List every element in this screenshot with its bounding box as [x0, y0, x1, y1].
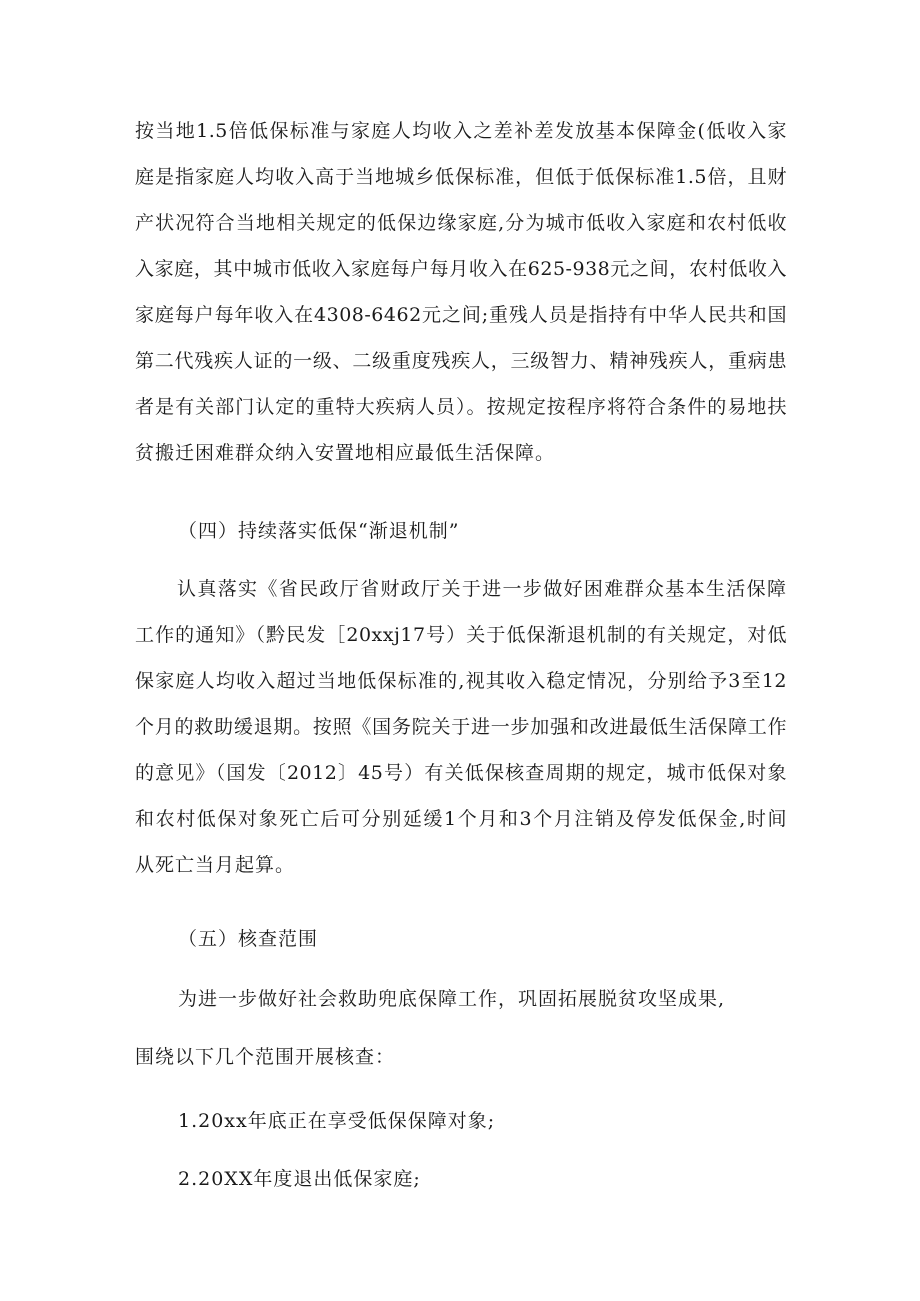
text-line: 者是有关部门认定的重特大疾病人员）。按规定按程序将符合条件的易地扶	[135, 396, 787, 418]
text-line: 的意见》（国发〔2012〕45号）有关低保核查周期的规定，城市低保对象	[135, 762, 787, 784]
section-heading-4: （四）持续落实低保“渐退机制”	[178, 520, 460, 542]
list-item: 2.20XX年度退出低保家庭;	[178, 1168, 421, 1190]
text-line: 保家庭人均收入超过当地低保标准的,视其收入稳定情况，分别给予3至12	[135, 670, 787, 692]
paragraph-income-standards	[135, 108, 787, 476]
text-line: 入家庭，其中城市低收入家庭每户每月收入在625-938元之间，农村低收入	[135, 258, 787, 280]
text-line: 和农村低保对象死亡后可分别延缓1个月和3个月注销及停发低保金,时间	[135, 808, 787, 830]
paragraph-graduated-exit	[135, 566, 787, 888]
text-line: 家庭每户每年收入在4308-6462元之间;重残人员是指持有中华人民共和国	[135, 304, 787, 326]
section-heading-5: （五）核查范围	[178, 928, 319, 950]
text-line: 庭是指家庭人均收入高于当地城乡低保标准，但低于低保标准1.5倍，且财	[135, 166, 787, 188]
text-line: 从死亡当月起算。	[135, 854, 296, 876]
text-line: 个月的救助缓退期。按照《国务院关于进一步加强和改进最低生活保障工作	[135, 716, 787, 738]
paragraph-scope-line2: 围绕以下几个范围开展核查：	[135, 1046, 396, 1068]
text-line: 第二代残疾人证的一级、二级重度残疾人，三级智力、精神残疾人，重病患	[135, 350, 787, 372]
paragraph-scope-line1: 为进一步做好社会救助兜底保障工作，巩固拓展脱贫攻坚成果,	[178, 988, 726, 1010]
text-line: 贫搬迁困难群众纳入安置地相应最低生活保障。	[135, 442, 556, 464]
list-item: 1.20xx年底正在享受低保保障对象;	[178, 1110, 496, 1132]
text-line: 认真落实《省民政厅省财政厅关于进一步做好困难群众基本生活保障	[177, 578, 787, 600]
text-line: 工作的通知》（黔民发［20xxj17号）关于低保渐退机制的有关规定，对低	[135, 624, 787, 646]
text-line: 按当地1.5倍低保标准与家庭人均收入之差补差发放基本保障金(低收入家	[135, 120, 787, 142]
text-line: 产状况符合当地相关规定的低保边缘家庭,分为城市低收入家庭和农村低收	[135, 212, 787, 234]
